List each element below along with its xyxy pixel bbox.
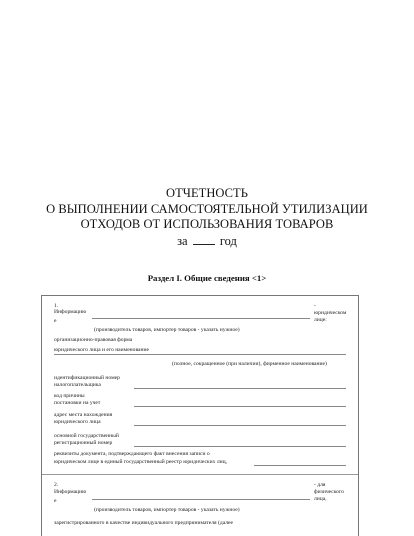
egrul-label: реквизиты документа, подтверждающего факт внесения записи о [54, 451, 210, 457]
org-legal-form-label: организационно-правовая форма [54, 337, 133, 343]
title-line-1: ОТЧЕТНОСТЬ [166, 186, 248, 200]
year-suffix: год [219, 233, 237, 248]
title-line-2: О ВЫПОЛНЕНИИ САМОСТОЯТЕЛЬНОЙ УТИЛИЗАЦИИ [46, 201, 368, 216]
ogrn-label-2: регистрационный номер [54, 440, 113, 446]
ogrn-line [134, 446, 346, 447]
block1-legal-entity-label: юридическом [314, 310, 347, 316]
ogrn-label: основной государственный [54, 433, 119, 439]
block2-producer-note: (производитель товаров, импортер товаров - указать нужное) [94, 507, 240, 513]
year-blank [193, 234, 215, 245]
block-divider [42, 474, 358, 475]
kpp-line [134, 406, 346, 407]
block2-individual-label: физического [314, 489, 344, 495]
kpp-label: код причины [54, 393, 85, 399]
block1-producer-line [92, 318, 310, 319]
inn-label: идентификационный номер [54, 375, 120, 381]
block1-dash: - [314, 303, 316, 309]
form-frame [41, 295, 359, 536]
block1-info-label: Информацию [54, 309, 87, 315]
block2-dash: - для [314, 482, 326, 488]
block1-info-label-tail: е [54, 318, 57, 324]
section-title: Раздел I. Общие сведения <1> [147, 273, 267, 283]
egrul-label-2: юридическом лице в единый государственный реестр юридических лиц, [54, 459, 228, 465]
block1-legal-entity-label-tail: лице: [314, 317, 327, 323]
org-legal-form-label-2: юридического лица и его наименование [54, 347, 149, 353]
block1-number: 1. [54, 303, 59, 309]
address-label-2: юридического лица [54, 419, 101, 425]
title-year-line [0, 233, 414, 250]
full-name-note: (полное, сокращенное (при наличии), фирменное наименование) [172, 361, 327, 367]
address-label: адрес места нахождения [54, 412, 113, 418]
egrul-line [254, 465, 346, 466]
inn-label-2: налогоплательщика [54, 382, 101, 388]
block2-info-label: Информацию [54, 489, 87, 495]
block2-number: 2. [54, 482, 59, 488]
report-title [0, 186, 414, 250]
year-prefix: за [177, 233, 188, 248]
address-line [134, 425, 346, 426]
kpp-label-2: постановки на учет [54, 400, 101, 406]
org-name-line [54, 354, 346, 355]
block2-producer-line [92, 499, 310, 500]
block1-producer-note: (производитель товаров, импортер товаров - указать нужное) [94, 327, 240, 333]
title-line-3: ОТХОДОВ ОТ ИСПОЛЬЗОВАНИЯ ТОВАРОВ [80, 217, 334, 231]
inn-line [134, 388, 346, 389]
registered-label: зарегистрированного в качестве индивидуального предпринимателя (далее [54, 520, 233, 526]
block2-individual-label-tail: лица, [314, 496, 327, 502]
block2-info-label-tail: е [54, 498, 57, 504]
